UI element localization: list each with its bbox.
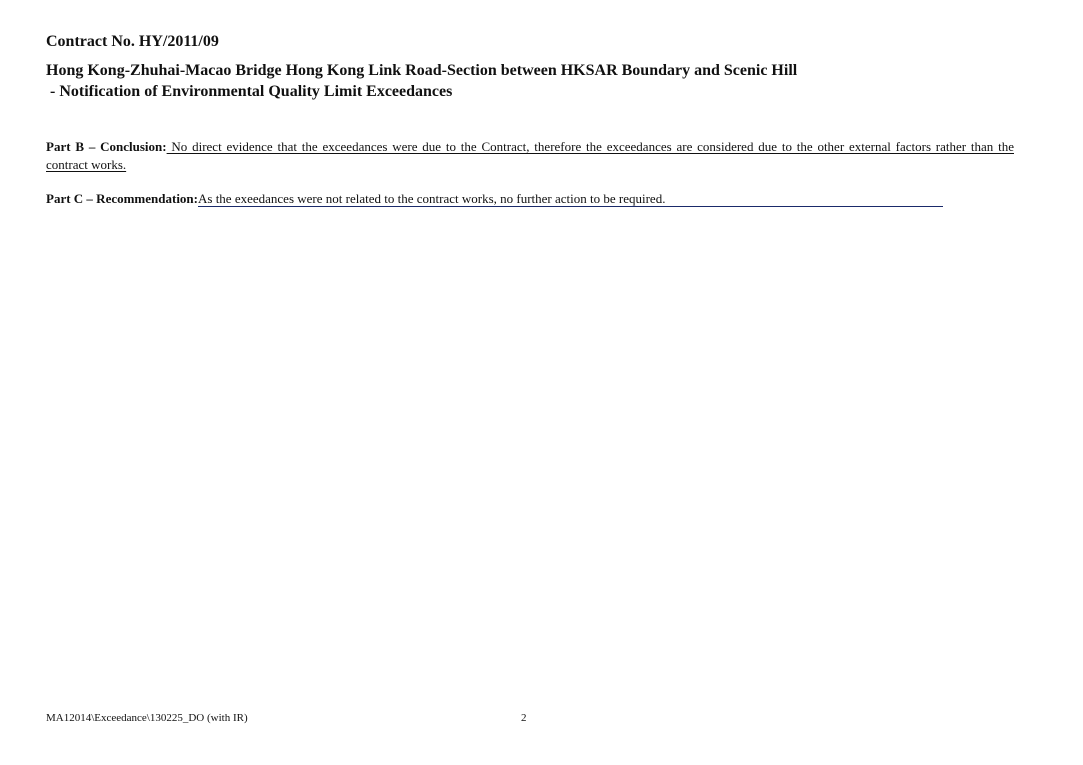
page-number: 2 (521, 712, 527, 724)
part-c-text: As the exeedances were not related to the contract works, no further action to be required. (198, 192, 943, 207)
contract-number: Contract No. HY/2011/09 (46, 33, 219, 50)
part-c-recommendation (46, 190, 943, 208)
document-title-line-1: Hong Kong-Zhuhai-Macao Bridge Hong Kong Link Road-Section between HKSAR Boundary and Scenic Hill (46, 62, 798, 79)
footer-file-reference: MA12014\Exceedance\130225_DO (with IR) (46, 712, 248, 724)
document-title-line-2: - Notification of Environmental Quality Limit Exceedances (46, 83, 453, 100)
part-b-conclusion (46, 138, 1014, 174)
part-b-label: Part B – Conclusion: (46, 139, 167, 154)
part-b-text: No direct evidence that the exceedances were due to the Contract, therefore the exceedances are considered due to the other external factors rather than the contract works. (46, 139, 1014, 172)
part-c-label: Part C – Recommendation: (46, 191, 198, 206)
